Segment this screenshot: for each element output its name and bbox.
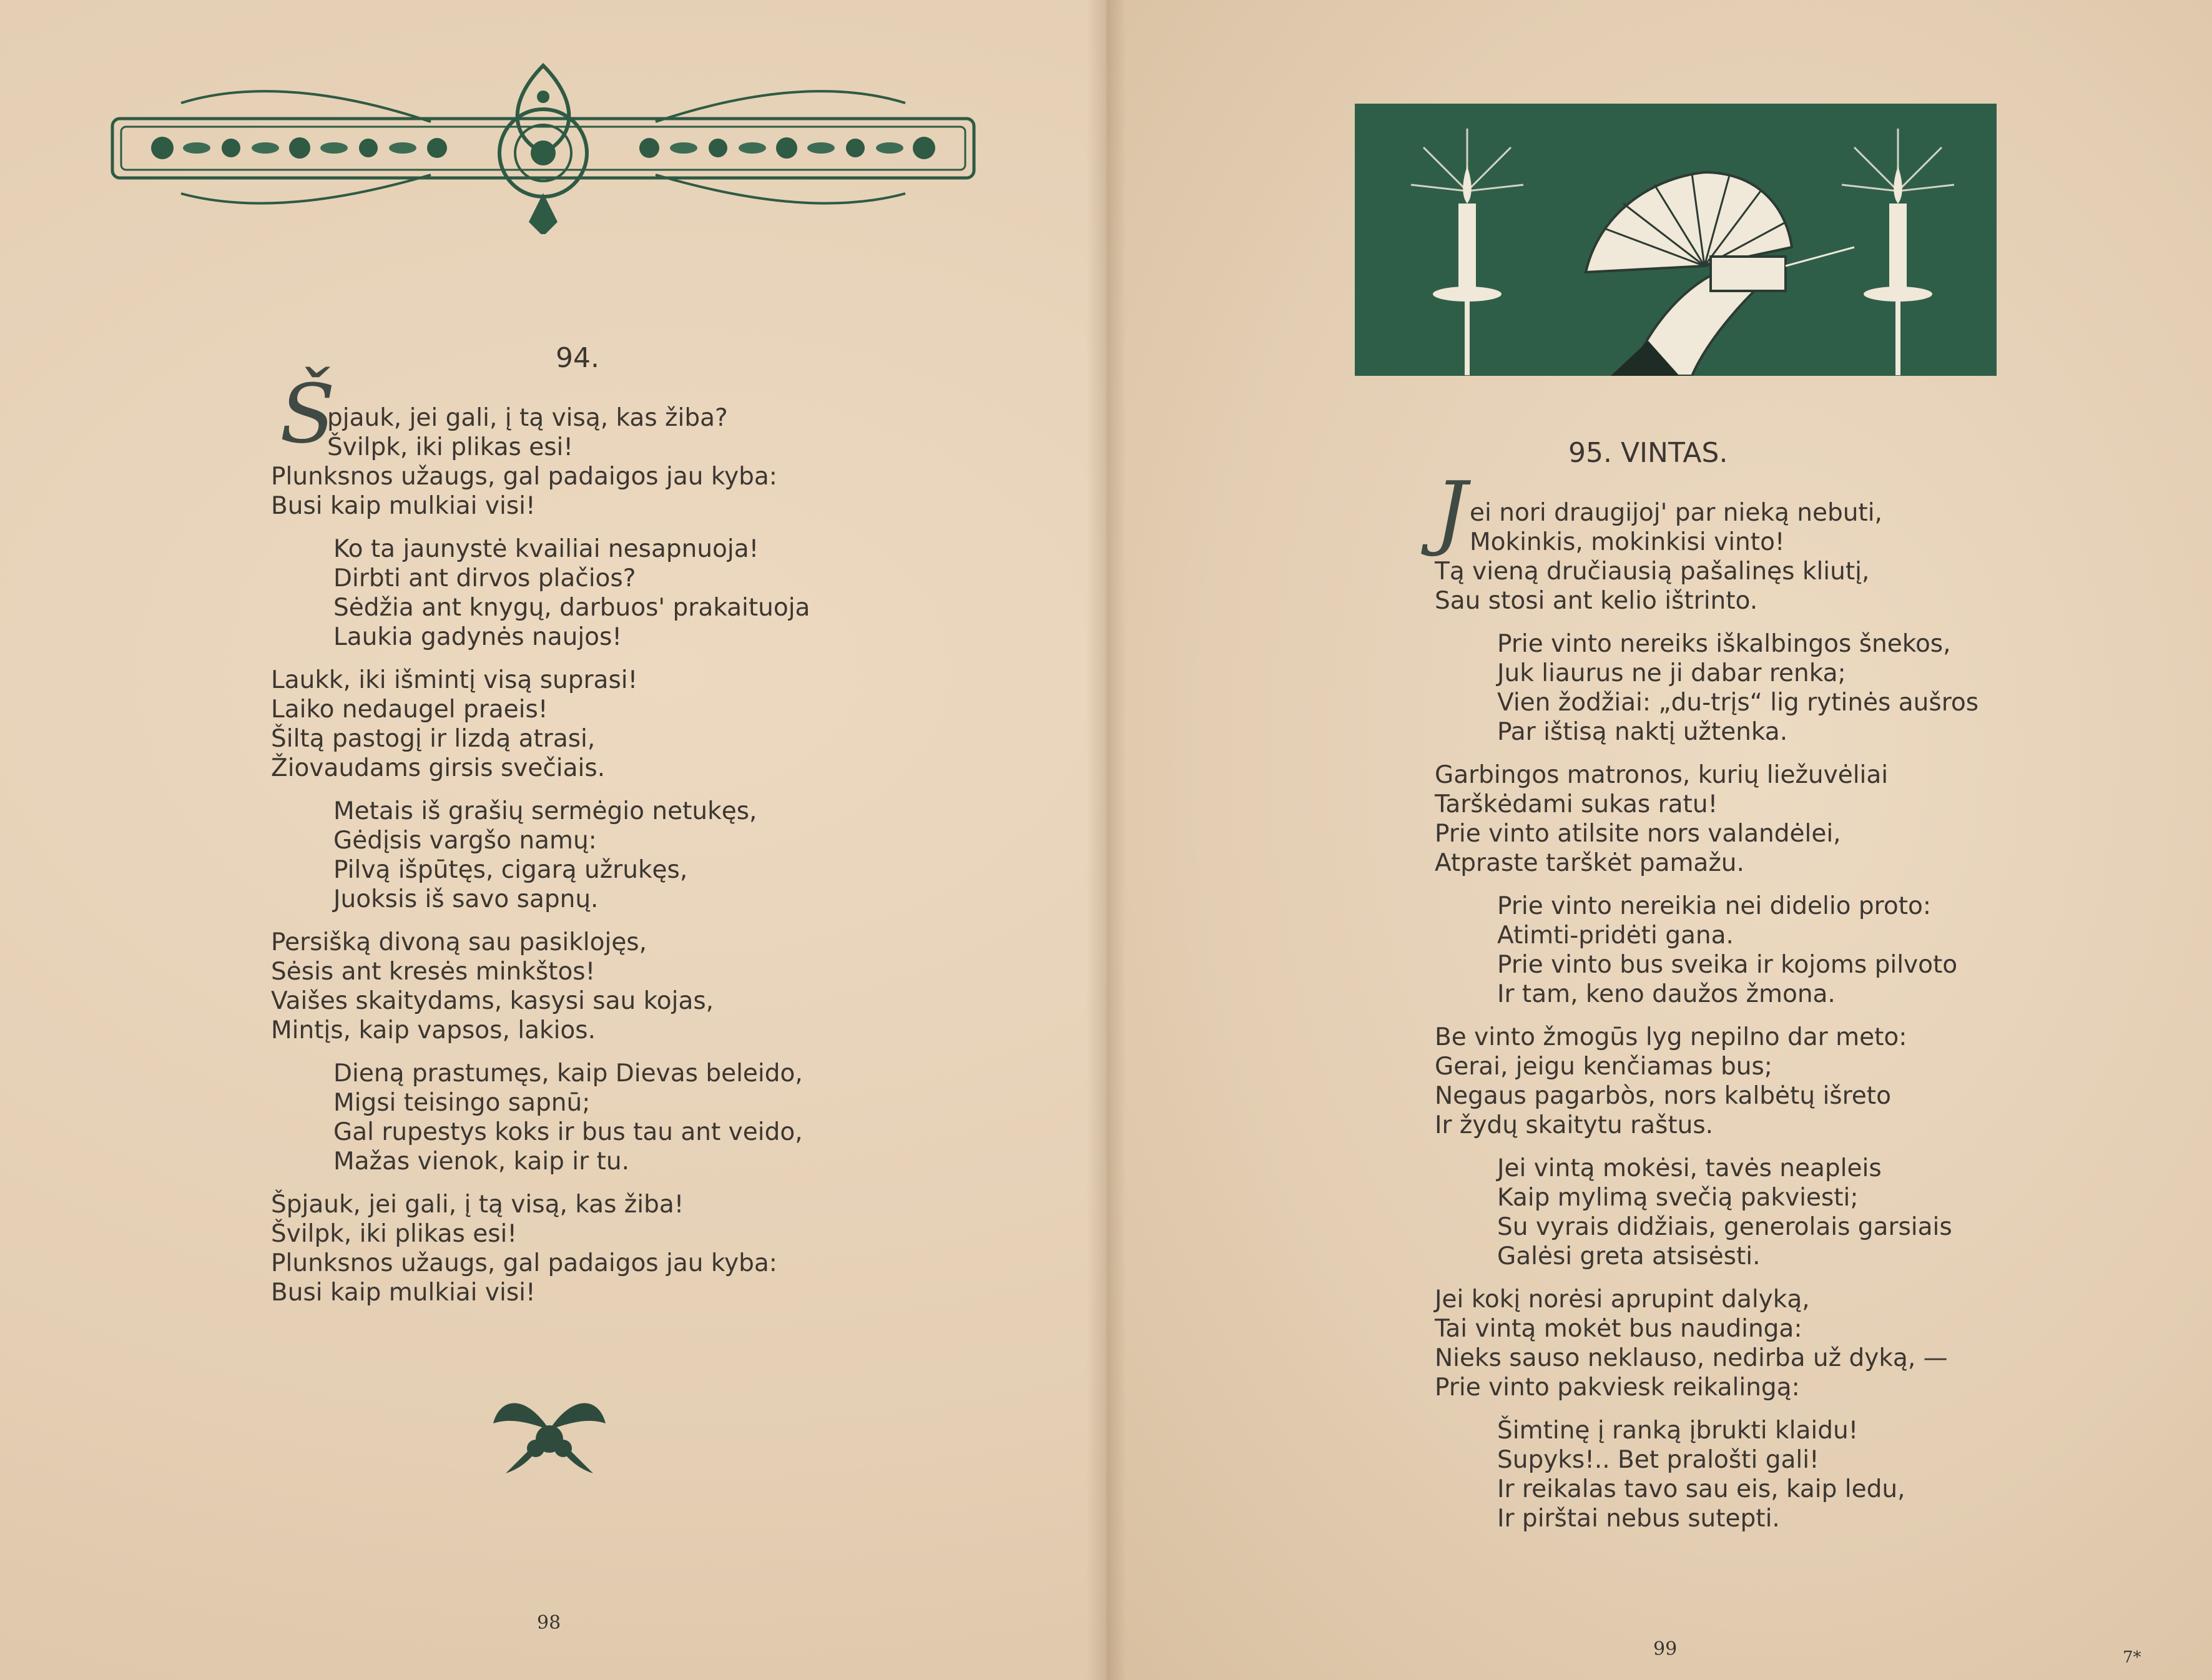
stanza xyxy=(1435,1416,1979,1533)
poem-line: Prie vinto atilsite nors valandėlei, xyxy=(1435,820,1841,848)
poem-line: Sėdžia ant knygų, darbuos' prakaituoja xyxy=(333,594,810,622)
poem-line: Jei kokį norėsi aprupint dalyką, xyxy=(1435,1285,1810,1314)
poem-line: Vien žodžiai: „du-trįs“ lig rytinės aušros xyxy=(1497,689,1979,717)
poem-line: Be vinto žmogūs lyg nepilno dar meto: xyxy=(1435,1023,1907,1051)
stanza xyxy=(271,797,810,914)
poem-line: Ko ta jaunystė kvailiai nesapnuoja! xyxy=(333,535,759,563)
left-poem xyxy=(271,403,810,1321)
stanza xyxy=(1435,1285,1979,1402)
poem-line: Kaip mylimą svečią pakviesti; xyxy=(1497,1184,1859,1212)
poem-line: Prie vinto nereikia nei didelio proto: xyxy=(1497,892,1932,920)
poem-line: Gerai, jeigu kenčiamas bus; xyxy=(1435,1053,1772,1081)
stanza xyxy=(1435,1023,1979,1140)
poem-line: Mintįs, kaip vapsos, lakios. xyxy=(271,1016,596,1044)
signature-mark: 7* xyxy=(2123,1648,2141,1667)
candles-and-cards-illustration xyxy=(1355,104,1997,376)
page-gutter xyxy=(1086,0,1126,1680)
stanza xyxy=(1435,1154,1979,1271)
stanza xyxy=(271,928,810,1045)
poem-line: Žiovaudams girsis svečiais. xyxy=(271,754,606,782)
poem-line: Sėsis ant kresės minkštos! xyxy=(271,958,596,986)
poem-line: Laukk, iki išmintį visą suprasi! xyxy=(271,666,638,694)
stanza xyxy=(271,1190,810,1307)
poem-line: Plunksnos užaugs, gal padaigos jau kyba: xyxy=(271,463,777,491)
floral-header-ornament xyxy=(106,59,980,234)
poem-line: Juoksis iš savo sapnų. xyxy=(333,885,599,913)
poem-line: Su vyrais didžiais, generolais garsiais xyxy=(1497,1213,1952,1241)
poem-line: Ir pirštai nebus sutepti. xyxy=(1497,1505,1780,1533)
poem-line: Pilvą išpūtęs, cigarą užrukęs, xyxy=(333,856,688,884)
poem-line: Prie vinto nereiks iškalbingos šnekos, xyxy=(1497,630,1951,658)
poem-number-heading: 94. xyxy=(556,342,599,374)
poem-line: Dieną prastumęs, kaip Dievas beleido, xyxy=(333,1059,803,1088)
poem-line: Špjauk, jei gali, į tą visą, kas žiba! xyxy=(271,1191,684,1219)
stanza xyxy=(1435,760,1979,878)
poem-line: Laiko nedaugel praeis! xyxy=(271,695,548,724)
stanza xyxy=(1435,892,1979,1009)
poem-line: Juk liaurus ne ji dabar renka; xyxy=(1497,659,1846,687)
stanza xyxy=(271,1059,810,1176)
poem-line: Šiltą pastogį ir lizdą atrasi, xyxy=(271,725,596,753)
poem-line: Šimtinę į ranką įbrukti klaidu! xyxy=(1497,1417,1859,1445)
poem-line: Atpraste tarškėt pamažu. xyxy=(1435,849,1744,877)
right-drop-cap: J xyxy=(1435,464,1468,559)
leaf-tailpiece-ornament xyxy=(487,1380,612,1480)
poem-line: Švilpk, iki plikas esi! xyxy=(271,1220,518,1248)
poem-line: Prie vinto bus sveika ir kojoms pilvoto xyxy=(1497,951,1958,979)
poem-line: Tą vieną dručiausią pašalinęs kliutį, xyxy=(1435,558,1870,586)
poem-line: Prie vinto pakviesk reikalingą: xyxy=(1435,1373,1800,1402)
poem-line: Busi kaip mulkiai visi! xyxy=(271,1279,536,1307)
poem-line: Tai vintą mokėt bus naudinga: xyxy=(1435,1315,1802,1343)
poem-line: Jei vintą mokėsi, tavės neapleis xyxy=(1497,1154,1882,1182)
poem-line: Par ištisą naktį užtenka. xyxy=(1497,718,1788,746)
stanza xyxy=(1435,498,1979,616)
stanza xyxy=(271,403,810,521)
poem-line: Ir žydų skaitytu raštus. xyxy=(1435,1111,1714,1139)
poem-line: Mažas vienok, kaip ir tu. xyxy=(333,1147,629,1176)
poem-line: Garbingos matronos, kurių liežuvėliai xyxy=(1435,761,1889,789)
poem-line: Mokinkis, mokinkisi vinto! xyxy=(1470,528,1785,556)
right-poem xyxy=(1435,498,1979,1547)
poem-line: Supyks!.. Bet pralošti gali! xyxy=(1497,1446,1819,1474)
poem-line: Nieks sauso neklauso, nedirba už dyką, — xyxy=(1435,1344,1948,1372)
stanza xyxy=(1435,629,1979,747)
poem-line: Dirbti ant dirvos plačios? xyxy=(333,564,636,592)
poem-line: Persišką divoną sau pasiklojęs, xyxy=(271,928,647,956)
poem-line: Tarškėdami sukas ratu! xyxy=(1435,790,1718,818)
poem-line: Gėdįsis vargšo namų: xyxy=(333,827,597,855)
poem-line: Plunksnos užaugs, gal padaigos jau kyba: xyxy=(271,1249,777,1277)
stanza xyxy=(271,534,810,652)
poem-line: Galėsi greta atsisėsti. xyxy=(1497,1242,1761,1270)
poem-line: Laukia gadynės naujos! xyxy=(333,623,622,651)
poem-title: 95. VINTAS. xyxy=(1568,437,1728,469)
poem-line: Ir reikalas tavo sau eis, kaip ledu, xyxy=(1497,1475,1905,1503)
right-page-number: 99 xyxy=(1653,1638,1678,1660)
poem-line: Švilpk, iki plikas esi! xyxy=(327,433,574,461)
left-page-number: 98 xyxy=(537,1612,561,1634)
poem-line: ei nori draugijoj' par nieką nebuti, xyxy=(1470,499,1882,527)
poem-line: Metais iš grašių sermėgio netukęs, xyxy=(333,797,757,825)
stanza xyxy=(271,666,810,783)
left-drop-cap: Š xyxy=(280,366,336,461)
poem-line: Migsi teisingo sapnū; xyxy=(333,1089,591,1117)
poem-line: Negaus pagarbòs, nors kalbėtų išreto xyxy=(1435,1082,1891,1110)
poem-line: Sau stosi ant kelio ištrinto. xyxy=(1435,587,1758,615)
poem-line: Vaišes skaitydams, kasysi sau kojas, xyxy=(271,987,714,1015)
poem-line: Busi kaip mulkiai visi! xyxy=(271,492,536,520)
poem-line: Gal rupestys koks ir bus tau ant veido, xyxy=(333,1118,803,1146)
poem-line: Atimti-pridėti gana. xyxy=(1497,921,1734,950)
poem-line: pjauk, jei gali, į tą visą, kas žiba? xyxy=(327,404,728,432)
poem-line: Ir tam, keno daužos žmona. xyxy=(1497,980,1836,1008)
